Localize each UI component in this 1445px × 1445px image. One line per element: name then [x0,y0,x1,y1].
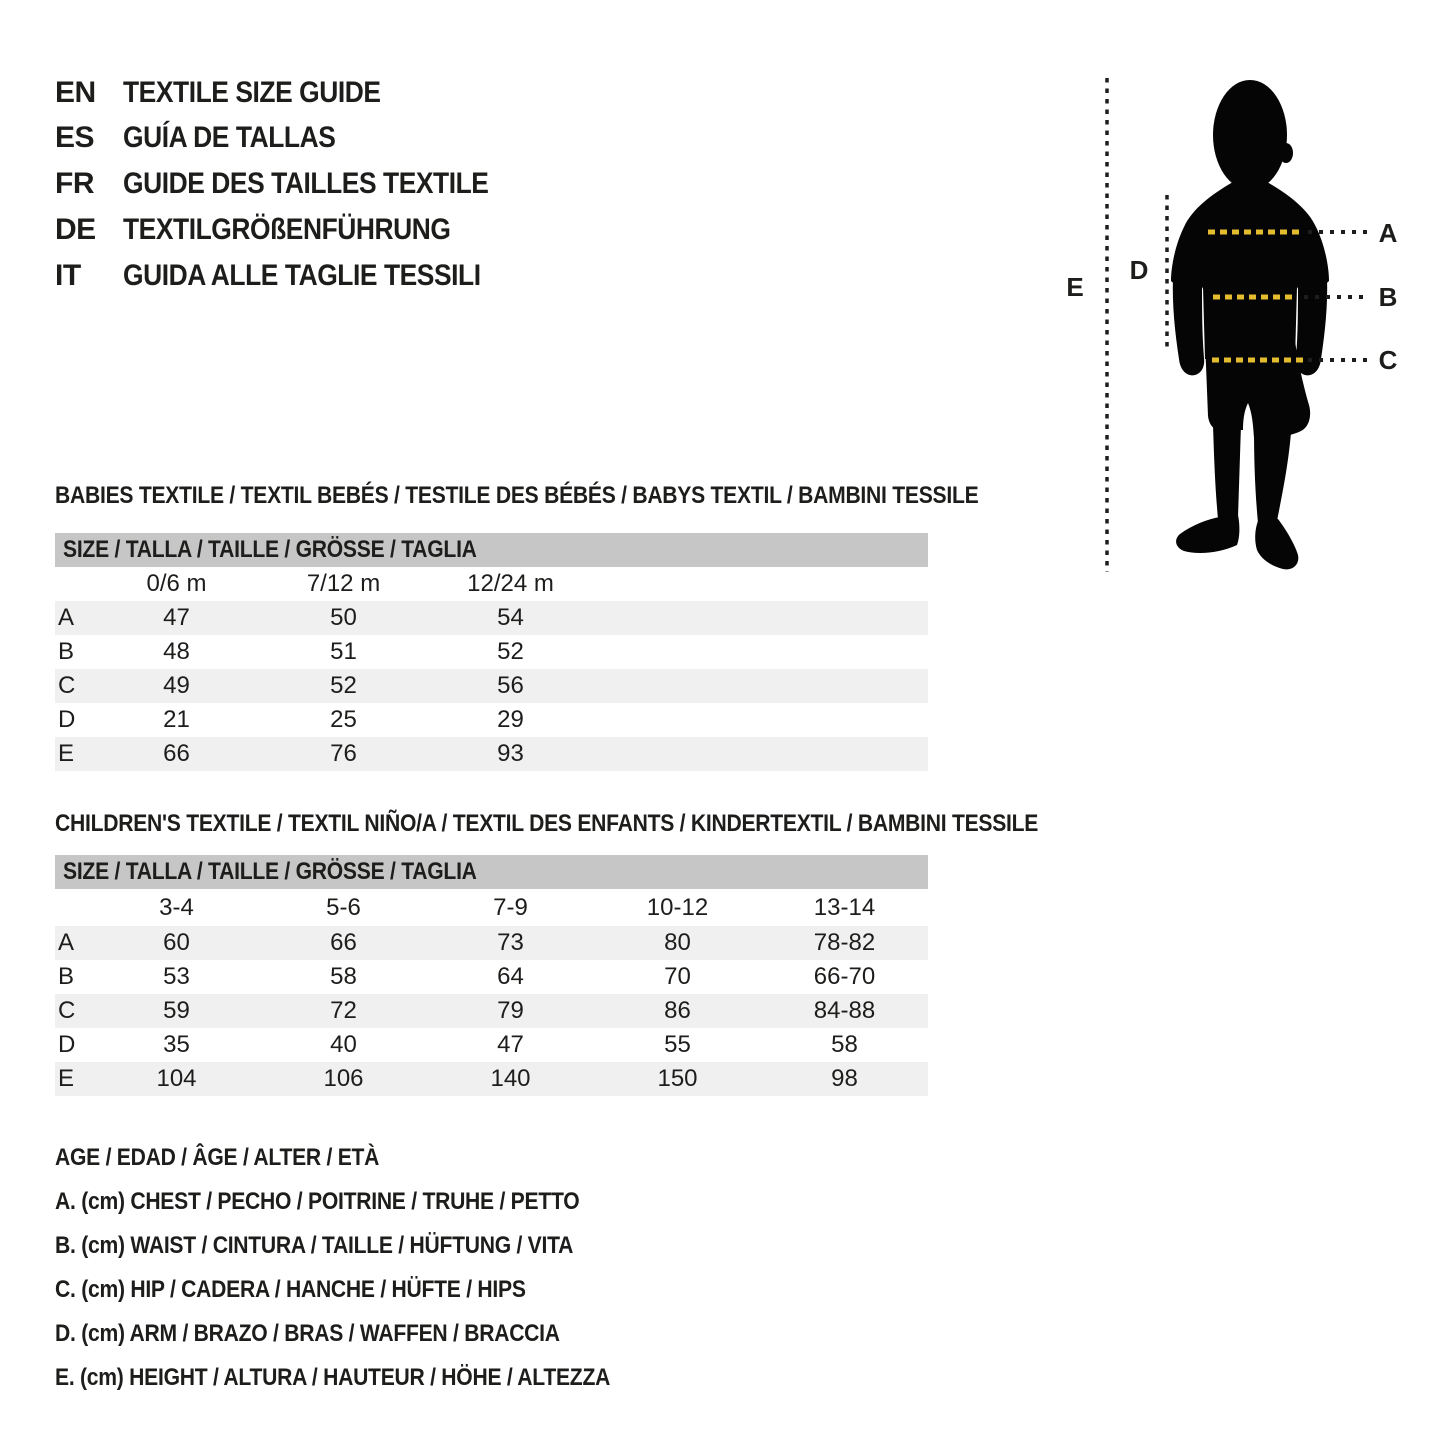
column-header: 13-14 [813,894,876,921]
legend-age: AGE / EDAD / ÂGE / ALTER / ETÀ [55,1144,380,1171]
row-label: A [58,604,75,631]
row-label: A [58,929,75,956]
children-size-header-bar: SIZE / TALLA / TAILLE / GRÖSSE / TAGLIA [55,855,928,889]
legend-chest: A. (cm) CHEST / PECHO / POITRINE / TRUHE / PETTO [55,1188,580,1215]
row-label: C [58,672,76,699]
row-label: B [58,963,75,990]
lang-code: FR [55,167,94,200]
column-header: 10-12 [646,894,709,921]
table-row: A 47 50 54 [55,601,928,635]
title-text: TEXTILE SIZE GUIDE [123,76,381,109]
table-row: E 104 106 140 150 98 [55,1062,928,1096]
legend-height: E. (cm) HEIGHT / ALTURA / HAUTEUR / HÖHE / ALTEZZA [55,1364,611,1391]
table-row: D 21 25 29 [55,703,928,737]
title-row-fr [55,167,538,201]
title-row-es [55,121,364,155]
lang-code: IT [55,259,81,292]
row-label: D [58,706,76,733]
child-silhouette [1171,80,1329,569]
table-row: D 35 40 47 55 58 [55,1028,928,1062]
column-header: 7/12 m [306,570,381,597]
title-row-de [55,213,495,247]
babies-column-header-row [55,567,928,601]
column-header: 0/6 m [146,570,207,597]
title-row-it [55,259,529,293]
measure-label-d: D [1129,255,1149,285]
lang-code: EN [55,76,96,109]
row-label: B [58,638,75,665]
column-header: 3-4 [159,894,194,921]
table-row: C 49 52 56 [55,669,928,703]
lang-code: ES [55,121,95,154]
table-row: B 48 51 52 [55,635,928,669]
title-text: GUÍA DE TALLAS [123,121,336,154]
title-text: GUIDE DES TAILLES TEXTILE [123,167,489,200]
table-row: B 53 58 64 70 66-70 [55,960,928,994]
row-label: C [58,997,76,1024]
legend-hip: C. (cm) HIP / CADERA / HANCHE / HÜFTE / HIPS [55,1276,526,1303]
column-header: 12/24 m [467,570,554,597]
title-text: GUIDA ALLE TAGLIE TESSILI [123,259,481,292]
table-row: E 66 76 93 [55,737,928,771]
table-row: C 59 72 79 86 84-88 [55,994,928,1028]
title-row-en [55,76,416,110]
legend-arm: D. (cm) ARM / BRAZO / BRAS / WAFFEN / BRACCIA [55,1320,560,1347]
babies-section-heading: BABIES TEXTILE / TEXTIL BEBÉS / TESTILE DES BÉBÉS / BABYS TEXTIL / BAMBINI TESSILE [55,482,979,509]
column-header: 7-9 [493,894,528,921]
legend-waist: B. (cm) WAIST / CINTURA / TAILLE / HÜFTUNG / VITA [55,1232,574,1259]
measure-label-e: E [1066,272,1084,302]
measure-label-a: A [1378,218,1398,248]
row-label: E [58,1065,75,1092]
lang-code: DE [55,213,96,246]
table-row: A 60 66 73 80 78-82 [55,926,928,960]
column-header: 5-6 [326,894,361,921]
children-section-heading: CHILDREN'S TEXTILE / TEXTIL NIÑO/A / TEXTIL DES ENFANTS / KINDERTEXTIL / BAMBINI TESSILE [55,810,1039,837]
title-text: TEXTILGRÖßENFÜHRUNG [123,213,451,246]
children-column-header-row [55,891,928,925]
measure-label-b: B [1378,282,1398,312]
measure-label-c: C [1378,345,1398,375]
row-label: E [58,740,75,767]
child-silhouette-diagram [1060,60,1405,580]
babies-size-header-bar: SIZE / TALLA / TAILLE / GRÖSSE / TAGLIA [55,533,928,567]
row-label: D [58,1031,76,1058]
